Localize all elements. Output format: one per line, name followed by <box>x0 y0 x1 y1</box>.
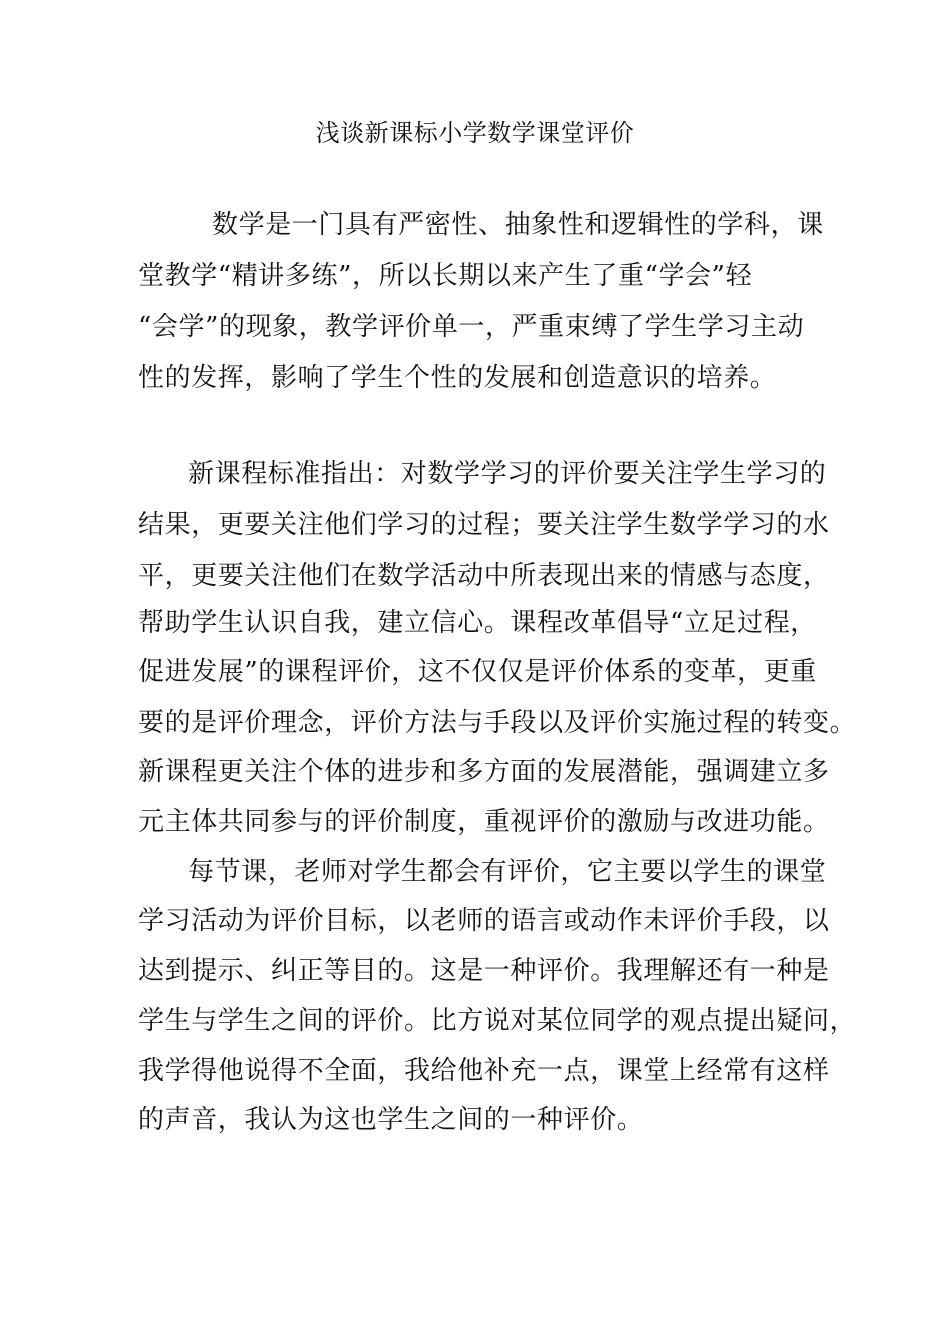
paragraph-1-line-1: 数学是一门具有严密性、抽象性和逻辑性的学科，课 <box>212 210 824 240</box>
paragraph-2-line-5: 促进发展”的课程评价，这不仅仅是评价体系的变革，更重 <box>138 657 817 687</box>
paragraph-3-line-6: 的声音，我认为这也学生之间的一种评价。 <box>138 1105 644 1135</box>
paragraph-2-line-6: 要的是评价理念，评价方法与手段以及评价实施过程的转变。 <box>138 708 857 738</box>
paragraph-3-line-3: 达到提示、纠正等目的。这是一种评价。我理解还有一种是 <box>138 956 830 986</box>
paragraph-2-line-2: 结果，更要关注他们学习的过程；要关注学生数学学习的水 <box>138 510 830 540</box>
paragraph-2-line-8: 元主体共同参与的评价制度，重视评价的激励与改进功能。 <box>138 807 830 837</box>
paragraph-2-line-4: 帮助学生认识自我，建立信心。课程改革倡导“立足过程， <box>138 608 817 638</box>
paragraph-3-line-4: 学生与学生之间的评价。比方说对某位同学的观点提出疑问， <box>138 1006 857 1036</box>
paragraph-3-line-1: 每节课，老师对学生都会有评价，它主要以学生的课堂 <box>188 857 827 887</box>
paragraph-1-line-2: 堂教学“精讲多练”，所以长期以来产生了重“学会”轻 <box>138 261 753 291</box>
paragraph-1-line-3: “会学”的现象，教学评价单一，严重束缚了学生学习主动 <box>138 312 805 342</box>
paragraph-3-line-2: 学习活动为评价目标，以老师的语言或动作未评价手段，以 <box>138 906 830 936</box>
paragraph-3-line-5: 我学得他说得不全面，我给他补充一点，课堂上经常有这样 <box>138 1056 830 1086</box>
document-title: 浅谈新课标小学数学课堂评价 <box>315 119 635 147</box>
paragraph-2-line-7: 新课程更关注个体的进步和多方面的发展潜能，强调建立多 <box>138 757 830 787</box>
paragraph-2-line-1: 新课程标准指出：对数学学习的评价要关注学生学习的 <box>188 459 827 489</box>
paragraph-1-line-4: 性的发挥，影响了学生个性的发展和创造意识的培养。 <box>138 363 777 393</box>
paragraph-2-line-3: 平，更要关注他们在数学活动中所表现出来的情感与态度， <box>138 561 830 591</box>
